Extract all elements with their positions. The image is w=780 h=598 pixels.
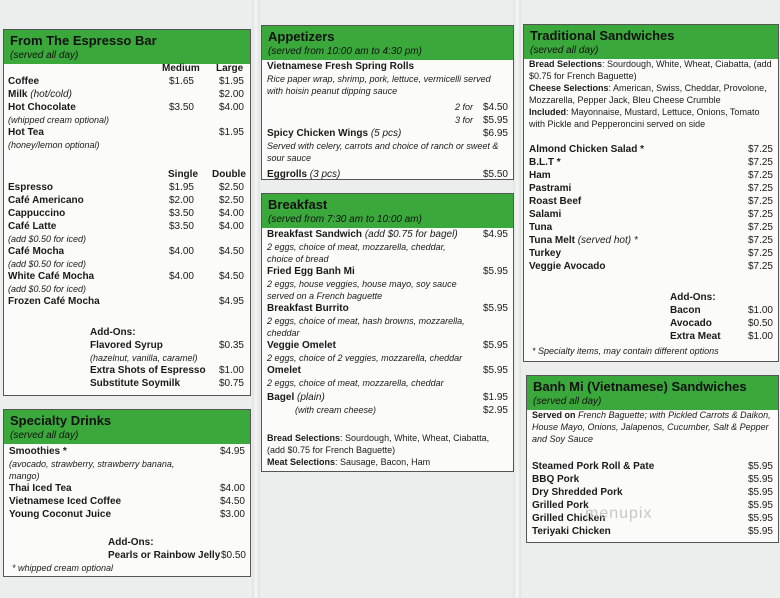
specialty-addon-price: $0.50 [220,550,246,561]
espresso-addons [90,339,244,390]
addon-price: $0.50 [747,318,773,329]
item-label: Tuna Melt [529,235,575,246]
menu-item [8,75,244,88]
item-desc: 2 eggs, choice of meat, mozzarella, cheddar [267,378,444,388]
item-name [529,156,748,169]
addon-price: $1.00 [747,331,773,342]
item-note: (whipped cream optional) [8,115,110,125]
traditional-subtitle: (served all day) [524,45,778,59]
espresso-bar-panel [3,29,251,396]
menu-item [8,270,244,283]
bagel-inline: (plain) [297,392,325,403]
item-label: B.L.T * [529,157,561,168]
spring-3-label: 3 for [454,115,473,125]
item-price: $5.95 [747,461,773,472]
price-col1: $1.95 [168,182,194,193]
addon-name: Bacon [670,305,701,316]
col-double: Double [212,169,246,180]
item-inline: (served hot) * [577,235,638,246]
menu-item [267,302,508,315]
menu-item [529,260,773,273]
menu-item [529,156,773,169]
item-desc: 2 eggs, choice of meat, hash browns, mozzarella, cheddar [267,316,465,338]
spring-3-price: $5.95 [482,115,508,126]
specialty-title: Specialty Drinks [4,410,250,430]
item-price: $7.25 [747,261,773,272]
menu-item [529,169,773,182]
wings-desc: Served with celery, carrots and choice of ranch or sweet & sour sauce [267,141,499,163]
specialty-subtitle: (served all day) [4,430,250,444]
menu-item [8,88,244,101]
item-price: $7.25 [747,183,773,194]
item-name [529,247,748,260]
bagel-cc-price: $2.95 [482,405,508,416]
price-col1: $3.50 [168,102,194,113]
menu-item [8,194,244,207]
eggrolls-price: $5.50 [482,169,508,180]
item-name: Teriyaki Chicken [532,526,611,537]
item-label: Turkey [529,248,562,259]
item-label: Café Americano [8,195,84,206]
banhmi-items [532,460,773,538]
item-name [8,194,150,207]
item-label: Pastrami [529,183,572,194]
item-name: BBQ Pork [532,474,580,485]
item-name: Grilled Pork [532,500,589,511]
menu-item [8,295,244,308]
addon-price: $0.75 [218,378,244,389]
item-name [529,208,748,221]
breakfast-meat: Meat Selections: Sausage, Bacon, Ham [267,457,431,467]
item-name [8,75,150,88]
menu-item [8,207,244,220]
menu-item [532,473,773,486]
item-note: (add $0.50 for iced) [8,259,87,269]
item-name [8,245,150,258]
item-price: $4.95 [482,229,508,240]
traditional-addons [670,304,773,343]
specialty-addon-row [108,549,246,562]
espresso-bar-title: From The Espresso Bar [4,30,250,50]
appetizers-panel [261,25,514,180]
addon-row [670,317,773,330]
item-label: White Café Mocha [8,271,95,282]
menu-item [8,101,244,114]
item-name [267,265,483,278]
item-name: Steamed Pork Roll & Pate [532,461,655,472]
spring-2-price: $4.50 [482,102,508,113]
col-large: Large [216,63,244,74]
menu-item [529,195,773,208]
banhmi-title: Banh Mi (Vietnamese) Sandwiches [527,376,778,396]
item-name [529,195,748,208]
item-desc: 2 eggs, house veggies, house mayo, soy sauce served on a French baguette [267,279,457,301]
espresso-group-a [8,75,244,151]
item-label: Fried Egg Banh Mi [267,266,355,277]
addon-price: $1.00 [747,305,773,316]
espresso-addons-title: Add-Ons: [90,327,136,338]
item-price: $4.95 [219,446,245,457]
specialty-footnote: * whipped cream optional [12,563,114,573]
trad-bread: Bread Selections: Sourdough, White, Wheat, Ciabatta, (add $0.75 for French Baguette) [529,59,772,81]
item-label: Hot Tea [8,127,44,138]
item-name [8,126,150,139]
item-price: $7.25 [747,248,773,259]
menu-item [9,482,245,495]
item-label: Ham [529,170,551,181]
traditional-items [529,143,773,273]
banhmi-panel [526,375,779,543]
addon-price: $0.35 [218,340,244,351]
item-name: Dry Shredded Pork [532,487,623,498]
addon-name: Avocado [670,318,712,329]
item-name [529,182,748,195]
menu-item [529,221,773,234]
menu-item [529,143,773,156]
menu-item [267,228,508,241]
traditional-title: Traditional Sandwiches [524,25,778,45]
item-label: Veggie Avocado [529,261,606,272]
trad-addons-title: Add-Ons: [670,292,716,303]
item-price: $4.50 [219,496,245,507]
item-price: $5.95 [747,526,773,537]
item-name [8,207,150,220]
item-label: Café Mocha [8,246,65,257]
addon-name: Flavored Syrup [90,340,163,351]
item-label: Milk [8,89,28,100]
col-single: Single [168,169,199,180]
menu-item [8,245,244,258]
price-col2: $2.00 [218,89,244,100]
specialty-addon-name: Pearls or Rainbow Jelly [108,550,221,561]
wings-price: $6.95 [482,128,508,139]
item-price: $5.95 [747,487,773,498]
price-col1: $3.50 [168,221,194,232]
item-price: $7.25 [747,157,773,168]
menu-item [267,364,508,377]
item-name: Vietnamese Iced Coffee [9,496,122,507]
menu-item [529,247,773,260]
addon-price: $1.00 [218,365,244,376]
item-label: Tuna [529,222,553,233]
item-note: (add $0.50 for iced) [8,234,87,244]
item-name [267,339,483,352]
item-label: Omelet [267,365,301,376]
item-name [8,270,150,283]
price-col1: $2.00 [168,195,194,206]
item-label: Hot Chocolate [8,102,76,113]
appetizers-title: Appetizers [262,26,513,46]
item-price: $5.95 [747,500,773,511]
item-price: $3.00 [219,509,245,520]
addon-row [670,330,773,343]
menu-item [8,126,244,139]
item-price: $5.95 [482,266,508,277]
menu-item [529,208,773,221]
price-col2: $2.50 [218,182,244,193]
item-name [529,169,748,182]
price-col2: $1.95 [218,76,244,87]
item-label: Almond Chicken Salad * [529,144,645,155]
item-desc: 2 eggs, choice of 2 veggies, mozzarella, cheddar [267,353,463,363]
item-name: Young Coconut Juice [9,509,112,520]
page-fold-left [252,0,260,598]
specialty-drinks-panel [3,409,251,577]
menu-item [267,339,508,352]
price-col1: $4.00 [168,246,194,257]
item-name [8,101,150,114]
item-name [267,364,483,377]
price-col1: $1.65 [168,76,194,87]
price-col2: $2.50 [218,195,244,206]
item-note: (add $0.50 for iced) [8,284,87,294]
trad-cheese: Cheese Selections: American, Swiss, Cheddar, Provolone, Mozzarella, Pepper Jack, Bleu Cheese Crumble [529,83,767,105]
item-name [529,143,748,156]
menu-item [8,181,244,194]
addon-name: Extra Shots of Espresso [90,365,206,376]
item-label: Breakfast Burrito [267,303,349,314]
price-col2: $4.50 [218,271,244,282]
item-price: $7.25 [747,209,773,220]
price-col2: $4.50 [218,246,244,257]
trad-included: Included: Mayonnaise, Mustard, Lettuce, Onions, Tomato with Pickle and Pepperoncini served on side [529,107,760,129]
addon-name: Substitute Soymilk [90,378,181,389]
menu-item [267,265,508,278]
item-label: Frozen Café Mocha [8,296,100,307]
price-col2: $1.95 [218,127,244,138]
espresso-group-b [8,181,244,308]
item-inline: (add $0.75 for bagel) [364,229,458,240]
item-note: (avocado, strawberry, strawberry banana, mango) [9,459,175,481]
item-name: Grilled Chicken [532,513,606,524]
item-name: Thai Iced Tea [9,483,72,494]
item-price: $5.95 [482,340,508,351]
item-name [529,221,748,234]
menupix-watermark: menupix [585,505,653,522]
menu-item [532,499,773,512]
addon-row [90,364,244,377]
item-label: Veggie Omelet [267,340,336,351]
page-fold-right [513,0,521,598]
item-label: Cappuccino [8,208,66,219]
item-label: Coffee [8,76,40,87]
addon-row [90,377,244,390]
breakfast-bread: Bread Selections: Sourdough, White, Wheat, Ciabatta, (add $0.75 for French Baguette) [267,433,490,455]
bagel-cc: (with cream cheese) [295,405,377,415]
trad-footnote: * Specialty items, may contain different options [532,346,719,356]
price-col2: $4.00 [218,102,244,113]
item-name [8,181,150,194]
traditional-panel [523,24,779,362]
banhmi-served: Served on French Baguette; with Pickled Carrots & Daikon, House Mayo, Onions, Jalapenos, Cucumber, Salt & Pepper and Soy Sauce [532,410,771,444]
addon-row [90,339,244,352]
wings-name: Spicy Chicken Wings [267,128,369,139]
eggrolls-inline: (3 pcs) [309,169,341,180]
wings-inline: (5 pcs) [370,128,402,139]
eggrolls-name: Eggrolls [267,169,308,180]
col-medium: Medium [162,63,200,74]
item-name [529,260,748,273]
bagel-price: $1.95 [482,392,508,403]
item-label: Breakfast Sandwich [267,229,363,240]
menu-item [8,220,244,233]
addon-row [670,304,773,317]
item-note: (honey/lemon optional) [8,140,100,150]
price-col1: $3.50 [168,208,194,219]
item-price: $5.95 [747,513,773,524]
item-name [8,220,150,233]
item-name [8,295,150,308]
specialty-items [9,445,245,521]
menu-item [532,460,773,473]
menu-item [532,512,773,525]
spring-rolls-name: Vietnamese Fresh Spring Rolls [267,61,415,72]
item-label: Salami [529,209,562,220]
item-name [529,234,748,247]
item-name: Smoothies * [9,446,67,457]
menu-item [9,495,245,508]
price-col1: $4.00 [168,271,194,282]
menu-item [9,445,245,458]
item-price: $7.25 [747,235,773,246]
breakfast-subtitle: (served from 7:30 am to 10:00 am) [262,214,513,228]
price-col2: $4.00 [218,221,244,232]
menu-item [9,508,245,521]
menu-item [529,234,773,247]
appetizers-subtitle: (served from 10:00 am to 4:30 pm) [262,46,513,60]
specialty-addons-title: Add-Ons: [108,537,154,548]
bagel-name: Bagel [267,392,295,403]
item-name [267,228,483,241]
item-inline: (hot/cold) [30,89,72,100]
item-price: $7.25 [747,144,773,155]
espresso-bar-subtitle: (served all day) [4,50,250,64]
breakfast-panel [261,193,514,472]
price-col2: $4.00 [218,208,244,219]
item-price: $4.00 [219,483,245,494]
item-label: Espresso [8,182,54,193]
item-desc: 2 eggs, choice of meat, mozzarella, cheddar, choice of bread [267,242,446,264]
spring-2-label: 2 for [454,102,473,112]
breakfast-items [267,228,508,389]
menu-item [532,486,773,499]
menu-item [532,525,773,538]
item-price: $7.25 [747,170,773,181]
menu-item [529,182,773,195]
breakfast-title: Breakfast [262,194,513,214]
item-label: Café Latte [8,221,57,232]
item-label: Roast Beef [529,196,582,207]
addon-name: Extra Meat [670,331,721,342]
banhmi-subtitle: (served all day) [527,396,778,410]
item-price: $5.95 [482,303,508,314]
item-price: $7.25 [747,222,773,233]
price-col2: $4.95 [218,296,244,307]
item-price: $7.25 [747,196,773,207]
item-price: $5.95 [482,365,508,376]
item-price: $5.95 [747,474,773,485]
item-name [8,88,150,101]
spring-rolls-desc: Rice paper wrap, shrimp, pork, lettuce, vermicelli served with hoisin peanut dipping sauce [267,74,491,96]
item-name [267,302,483,315]
addon-note: (hazelnut, vanilla, caramel) [90,353,198,363]
